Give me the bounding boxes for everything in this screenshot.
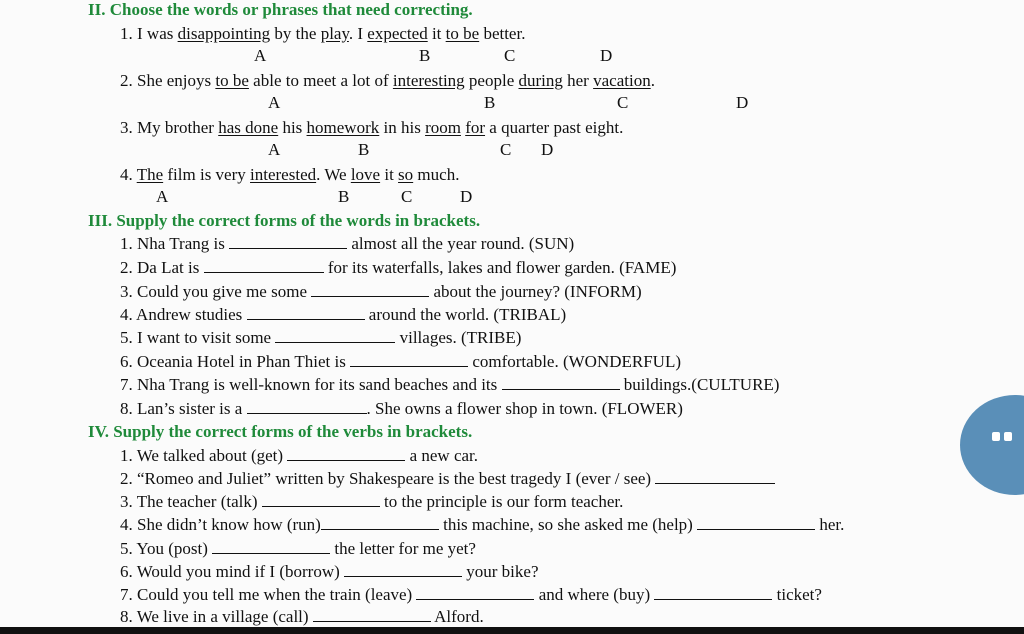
text: a quarter past eight. [485, 118, 624, 137]
text: . I [348, 24, 368, 43]
text: this machine, so she asked me (help) [443, 515, 693, 534]
s4-item-2 [120, 469, 775, 489]
s3-item-2 [120, 258, 676, 278]
text: 1. We talked about (get) [120, 446, 284, 465]
s3-item-7 [120, 375, 779, 395]
text: it [427, 24, 446, 43]
option-label-b: B [338, 187, 350, 206]
text: 6. Would you mind if I (borrow) [120, 562, 340, 581]
text: 4. [120, 165, 137, 184]
s2-question-2 [120, 71, 655, 91]
text: 8. We live in a village (call) [120, 607, 309, 626]
s4-item-5 [120, 539, 476, 559]
option-d-text: for [465, 118, 486, 137]
text: 1. Nha Trang is [120, 234, 225, 253]
section-2-title: II. Choose the words or phrases that need correcting. [88, 0, 473, 19]
text: your bike? [466, 562, 539, 581]
option-label-b: B [419, 46, 431, 65]
answer-blank[interactable] [247, 399, 367, 414]
text: it [380, 165, 399, 184]
s3-item-3 [120, 282, 642, 302]
option-c-text: room [425, 118, 461, 137]
section-3-title: III. Supply the correct forms of the words in brackets. [88, 211, 481, 230]
option-label-a: A [268, 93, 281, 112]
text: her. [819, 515, 845, 534]
option-a-text: to be [215, 71, 249, 90]
text: . [650, 71, 655, 90]
text: 2. “Romeo and Juliet” written by Shakespeare is the best tragedy I (ever / see) [120, 469, 652, 488]
option-b-text: homework [306, 118, 380, 137]
text: comfortable. (WONDERFUL) [472, 352, 682, 371]
text: 3. The teacher (talk) [120, 492, 258, 511]
s4-item-7 [120, 585, 822, 605]
option-a-text: has done [218, 118, 279, 137]
text: Alford. [434, 607, 484, 626]
answer-blank[interactable] [229, 234, 347, 249]
text: his [278, 118, 307, 137]
option-label-d: D [460, 187, 473, 206]
text: 1. I was [120, 24, 178, 43]
text: 4. Andrew studies [120, 305, 243, 324]
option-label-a: A [156, 187, 169, 206]
text: a new car. [409, 446, 479, 465]
section-4-title: IV. Supply the correct forms of the verbs in brackets. [88, 422, 473, 441]
answer-blank[interactable] [287, 446, 405, 461]
text: 3. My brother [120, 118, 219, 137]
option-label-d: D [600, 46, 613, 65]
answer-blank[interactable] [321, 515, 439, 530]
text: 6. Oceania Hotel in Phan Thiet is [120, 352, 346, 371]
text: and where (buy) [538, 585, 651, 604]
text: about the journey? (INFORM) [433, 282, 642, 301]
text: 3. Could you give me some [120, 282, 307, 301]
text: 8. Lan’s sister is a [120, 399, 243, 418]
text: able to meet a lot of [248, 71, 393, 90]
s4-item-3 [120, 492, 623, 512]
option-label-a: A [268, 140, 281, 159]
s4-item-6 [120, 562, 539, 582]
option-label-d: D [736, 93, 749, 112]
option-b-text: play [320, 24, 349, 43]
s2-question-4 [120, 165, 459, 185]
option-label-b: B [358, 140, 370, 159]
answer-blank[interactable] [350, 352, 468, 367]
s3-item-1 [120, 234, 574, 254]
option-label-c: C [617, 93, 629, 112]
text: better. [479, 24, 526, 43]
text: almost all the year round. (SUN) [351, 234, 575, 253]
text: 4. She didn’t know how (run) [120, 515, 321, 534]
text: 2. She enjoys [120, 71, 216, 90]
option-a-text: disappointing [177, 24, 271, 43]
text: ticket? [776, 585, 822, 604]
text: people [464, 71, 519, 90]
text: . She owns a flower shop in town. (FLOWER) [366, 399, 683, 418]
text: her [562, 71, 594, 90]
option-c-text: expected [367, 24, 428, 43]
option-b-text: interesting [392, 71, 465, 90]
text: by the [270, 24, 321, 43]
option-a-text: The [136, 165, 164, 184]
answer-blank[interactable] [275, 328, 395, 343]
option-d-text: to be [445, 24, 480, 43]
text: buildings.(CULTURE) [623, 375, 780, 394]
text: for its waterfalls, lakes and flower garden. (FAME) [327, 258, 677, 277]
answer-blank[interactable] [313, 607, 431, 622]
text: much. [413, 165, 460, 184]
option-label-c: C [401, 187, 413, 206]
option-b-text: interested [250, 165, 317, 184]
text: 2. Da Lat is [120, 258, 200, 277]
answer-blank[interactable] [654, 585, 772, 600]
answer-blank[interactable] [655, 469, 775, 484]
s3-item-8 [120, 399, 683, 419]
option-label-c: C [504, 46, 516, 65]
text: film is very [163, 165, 251, 184]
s4-item-4 [120, 515, 844, 535]
text: to the principle is our form teacher. [384, 492, 624, 511]
option-label-d: D [541, 140, 554, 159]
text: . We [316, 165, 351, 184]
answer-blank[interactable] [697, 515, 815, 530]
option-d-text: vacation [593, 71, 651, 90]
bottom-edge-bar [0, 627, 1024, 634]
text: 7. Nha Trang is well-known for its sand beaches and its [120, 375, 498, 394]
text: around the world. (TRIBAL) [368, 305, 567, 324]
option-label-b: B [484, 93, 496, 112]
s3-item-6 [120, 352, 681, 372]
s4-item-1 [120, 446, 478, 466]
answer-blank[interactable] [212, 539, 330, 554]
text: villages. (TRIBE) [399, 328, 522, 347]
menu-dots-icon[interactable] [992, 432, 1012, 441]
option-label-a: A [254, 46, 267, 65]
option-c-text: love [350, 165, 381, 184]
answer-blank[interactable] [344, 562, 462, 577]
option-c-text: during [518, 71, 563, 90]
s2-question-1 [120, 24, 525, 44]
answer-blank[interactable] [262, 492, 380, 507]
option-label-c: C [500, 140, 512, 159]
option-d-text: so [398, 165, 414, 184]
text: 7. Could you tell me when the train (leave) [120, 585, 413, 604]
s2-question-3 [120, 118, 623, 138]
s3-item-5 [120, 328, 521, 348]
text: 5. You (post) [120, 539, 208, 558]
s4-item-8 [120, 607, 484, 627]
floating-menu-button[interactable] [960, 395, 1024, 495]
answer-blank[interactable] [416, 585, 534, 600]
answer-blank[interactable] [311, 282, 429, 297]
answer-blank[interactable] [247, 305, 365, 320]
text: the letter for me yet? [334, 539, 476, 558]
text: in his [379, 118, 426, 137]
answer-blank[interactable] [502, 375, 620, 390]
answer-blank[interactable] [204, 258, 324, 273]
s3-item-4 [120, 305, 566, 325]
text: 5. I want to visit some [120, 328, 272, 347]
